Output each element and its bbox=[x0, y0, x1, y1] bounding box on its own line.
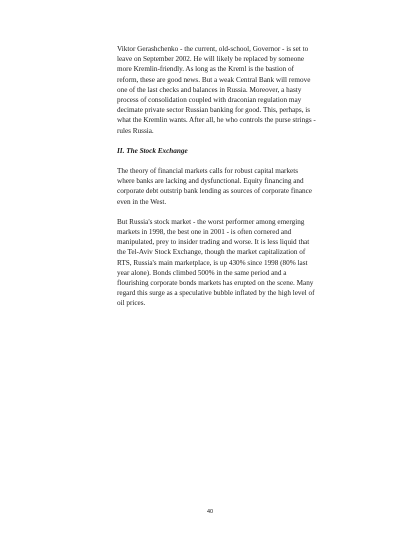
page-number: 40 bbox=[206, 509, 214, 515]
section-heading-stock-exchange: II. The Stock Exchange bbox=[117, 146, 188, 155]
page-body bbox=[117, 44, 317, 319]
paragraph-gerashchenko: Viktor Gerashchenko - the current, old-school, Governor - is set to leave on September 2002. He will likely be replaced by someone more Kremlin-friendly. As long as the Kreml is the bastion of reform, these are good news. But a weak Central Bank will remove one of the last checks and balances in Russia. Moreover, a hasty process of consolidation coupled with draconian regulation may decimate private sector Russian banking for good. This, perhaps, is what the Kremlin wants. After all, he who controls the purse strings - rules Russia. bbox=[117, 45, 316, 135]
paragraph-financial-markets-theory: The theory of financial markets calls for robust capital markets where banks are lacking and dysfunctional. Equity financing and corporate debt outstrip bank lending as sources of corporate finance even in the West. bbox=[117, 167, 312, 206]
paragraph-russia-stock-market: But Russia's stock market - the worst performer among emerging markets in 1998, the best one in 2001 - is often cornered and manipulated, prey to insider trading and worse. It is less liquid that the Tel-Aviv Stock Exchange, though the market capitalization of RTS, Russia's main marketplace, is up 430% since 1998 (80% last year alone). Bonds climbed 500% in the same period and a flourishing corporate bonds markets has erupted on the scene. Many regard this surge as a speculative bubble inflated by the high level of oil prices. bbox=[117, 217, 315, 308]
